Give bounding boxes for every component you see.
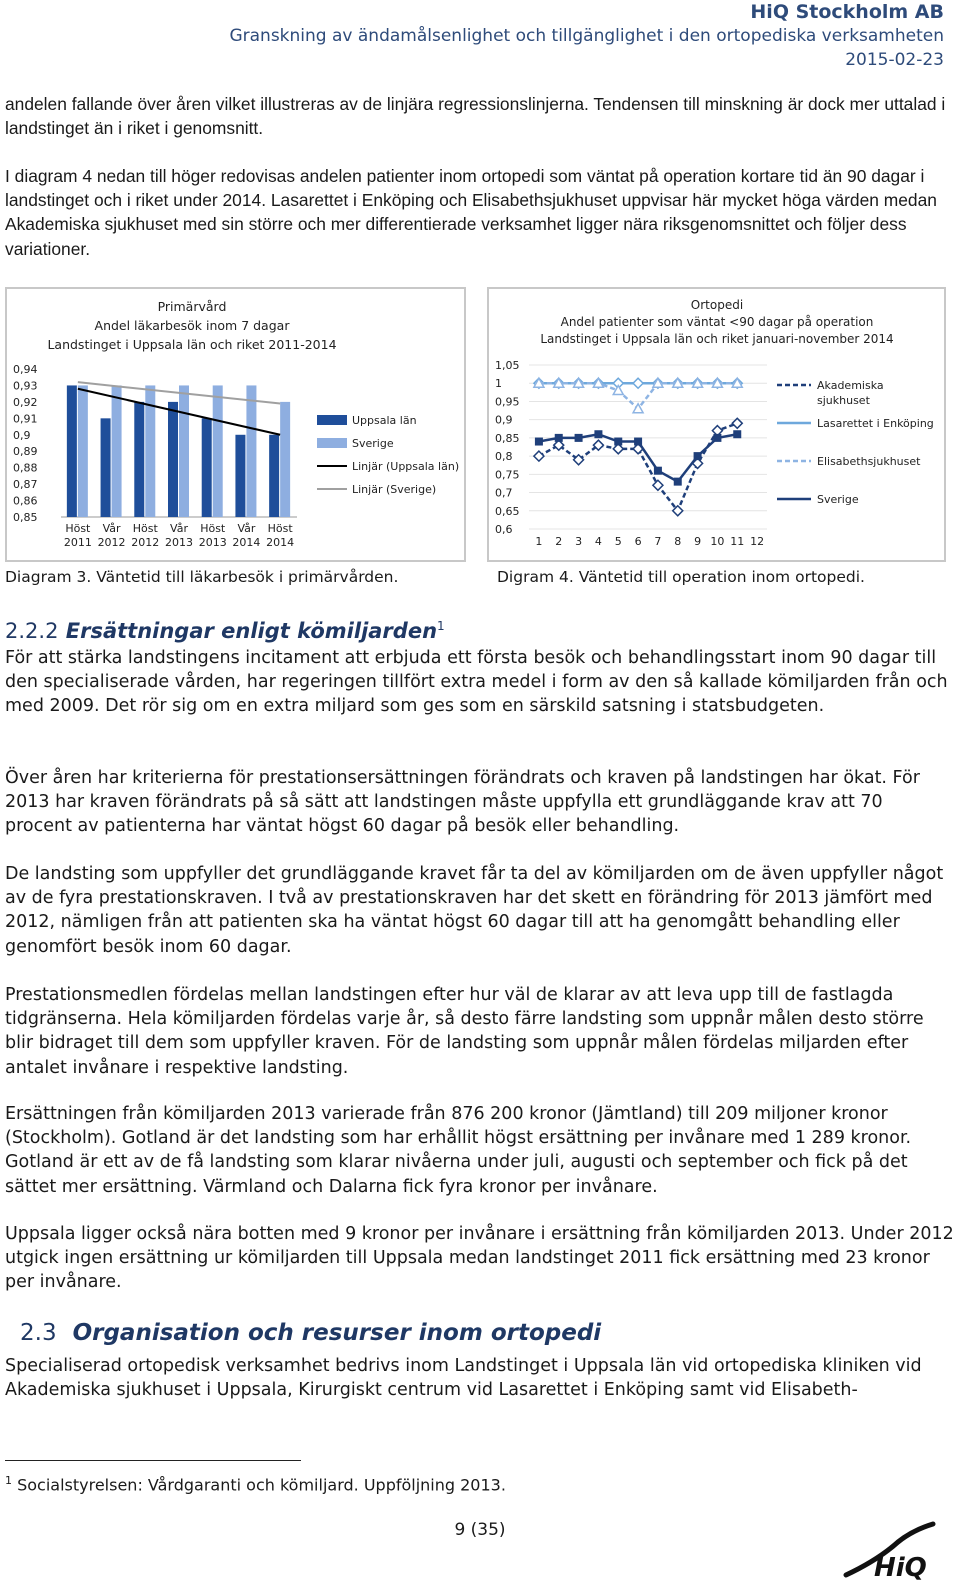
data-point — [575, 434, 583, 442]
data-point — [614, 438, 622, 446]
data-point — [613, 386, 623, 395]
legend-label: Sverige — [352, 437, 394, 450]
y-tick-label: 0,65 — [495, 504, 520, 518]
bar-sverige — [246, 385, 256, 517]
y-tick-label: 0,8 — [495, 450, 513, 464]
x-tick-label: 2011 — [63, 536, 92, 549]
chart-primarvard-svg — [7, 289, 464, 560]
y-tick-label: 1,05 — [495, 359, 520, 372]
chart-ortopedi-svg — [489, 289, 944, 560]
bar-uppsala — [134, 402, 144, 517]
hiq-logo — [838, 1520, 948, 1584]
bar-uppsala — [202, 418, 212, 517]
data-point — [653, 480, 663, 490]
chart-title: Landstinget i Uppsala län och riket januari-november 2014 — [540, 332, 894, 346]
bar-sverige — [179, 385, 189, 517]
x-tick-label: 2013 — [165, 536, 193, 549]
heading-text: Organisation och resurser inom ortopedi — [72, 1320, 602, 1346]
y-tick-label: 0,88 — [13, 461, 38, 475]
x-tick-label: 1 — [535, 535, 543, 548]
heading-2-3 — [20, 1318, 601, 1348]
hiq-logo-icon — [838, 1520, 948, 1580]
paragraph-6: Uppsala ligger också nära botten med 9 kronor per invånare i ersättning från kömiljarden 2013. Under 2012 utgick ingen ersättning ur kömiljarden till Uppsala medan landstinget 2011 fick ersättning med 23 kronor per invånare. — [5, 1224, 954, 1293]
chart-ortopedi — [487, 287, 946, 562]
x-tick-label: Höst — [132, 522, 158, 535]
y-tick-label: 0,91 — [13, 412, 38, 426]
x-tick-label: 5 — [614, 535, 622, 548]
x-tick-label: 11 — [730, 535, 745, 548]
report-title: Granskning av ändamålsenlighet och tillgänglighet i den ortopediska verksamheten — [229, 26, 944, 46]
legend-label: Elisabethsjukhuset — [817, 455, 921, 468]
bar-uppsala — [168, 402, 178, 517]
heading-2-2-2 — [5, 612, 445, 645]
x-tick-label: Vår — [170, 522, 188, 535]
x-tick-label: Höst — [200, 522, 226, 535]
y-tick-label: 0,85 — [13, 511, 38, 524]
y-tick-label: 0,9 — [495, 413, 513, 427]
paragraph-intro-2: I diagram 4 nedan till höger redovisas andelen patienter inom ortopedi som väntat på operation kortare tid än 90 dagar i landstinget och i riket under 2014. Lasarettet i Enköping och Elisabethsjukhuset uppvisar här mycket höga värden medan Akademiska sjukhuset med sin större och mer differentierade verksamhet ligger nära riksgenomsnittet och följer dess variationer. — [5, 166, 937, 259]
legend-label: Sverige — [817, 493, 859, 506]
footnote-reference[interactable]: 1 — [437, 619, 445, 633]
footnote-separator — [5, 1460, 301, 1461]
chart-title: Landstinget i Uppsala län och riket 2011-2014 — [47, 337, 337, 352]
x-tick-label: 4 — [594, 535, 602, 548]
bar-sverige — [78, 385, 88, 517]
data-point — [694, 452, 702, 460]
y-tick-label: 1 — [495, 377, 502, 391]
x-tick-label: 8 — [674, 535, 682, 548]
legend-label: Linjär (Uppsala län) — [352, 460, 460, 473]
y-tick-label: 0,89 — [13, 445, 38, 459]
x-tick-label: 7 — [654, 535, 662, 548]
x-tick-label: 2012 — [97, 536, 126, 549]
y-tick-label: 0,85 — [495, 431, 520, 445]
report-date: 2015-02-23 — [845, 50, 944, 70]
bar-uppsala — [101, 418, 111, 517]
data-point — [594, 430, 602, 438]
heading-number: 2.2.2 — [5, 619, 59, 643]
data-point — [534, 451, 544, 461]
caption-diagram-4: Digram 4. Väntetid till operation inom ortopedi. — [497, 568, 865, 586]
x-tick-label: Vår — [102, 522, 121, 535]
y-tick-label: 0,75 — [495, 468, 520, 482]
chart-title: Andel läkarbesök inom 7 dagar — [94, 318, 290, 333]
chart-primarvard — [5, 287, 466, 562]
x-tick-label: 2014 — [232, 536, 261, 549]
x-tick-label: 2014 — [266, 536, 295, 549]
bar-sverige — [112, 385, 122, 517]
x-tick-label: 3 — [575, 535, 583, 548]
data-point — [535, 438, 543, 446]
data-point — [713, 434, 721, 442]
y-tick-label: 0,7 — [495, 486, 513, 500]
paragraph-7: Specialiserad ortopedisk verksamhet bedrivs inom Landstinget i Uppsala län vid ortopediska kliniken vid Akademiska sjukhuset i Uppsala, Kirurgiskt centrum vid Lasarettet i Enköping samt vid Elisabeth- — [5, 1356, 922, 1401]
legend-label: sjukhuset — [817, 394, 870, 407]
y-tick-label: 0,9 — [13, 428, 31, 442]
paragraph-3: De landsting som uppfyller det grundläggande kravet får ta del av kömiljarden om de även uppfyller något av de fyra prestationskraven. I två av prestationskraven har det skett en förändring för 2013 jämfört med 2012, nämligen från att patienten ska ha väntat högst 60 dagar till att ha genomgått behandling eller genomfört besök inom 60 dagar. — [5, 864, 944, 957]
data-point — [555, 434, 563, 442]
paragraph-intro-1: andelen fallande över åren vilket illustreras av de linjära regressionslinjerna. Tendensen till minskning är dock mer uttalad i landstinget än i riket i genomsnitt. — [5, 94, 946, 139]
bar-uppsala — [269, 435, 279, 517]
data-point — [634, 438, 642, 446]
bar-uppsala — [235, 435, 245, 517]
y-tick-label: 0,87 — [13, 478, 38, 492]
x-tick-label: 9 — [694, 535, 702, 548]
series-line — [539, 423, 737, 510]
data-point — [733, 430, 741, 438]
chart-title: Ortopedi — [690, 298, 744, 312]
footnote-mark: 1 — [5, 1474, 12, 1487]
y-tick-label: 0,6 — [495, 523, 513, 536]
logo-text: HiQ — [874, 1553, 927, 1580]
bar-sverige — [213, 385, 223, 517]
caption-diagram-3: Diagram 3. Väntetid till läkarbesök i primärvården. — [5, 568, 399, 586]
paragraph-4: Prestationsmedlen fördelas mellan landstingen efter hur väl de klarar av att leva upp till de fastlagda tidgränserna. Hela kömiljarden fördelas varje år, så desto färre landsting som uppnår målen desto större blir bidraget till dem som uppfyller kraven. För de landsting som uppnår målen fördelas miljarden efter antalet invånare i respektive landsting. — [5, 985, 924, 1078]
legend-label: Lasarettet i Enköping — [817, 417, 934, 430]
legend-label: Uppsala län — [352, 414, 417, 427]
y-tick-label: 0,86 — [13, 494, 38, 508]
legend-label: Linjär (Sverige) — [352, 483, 437, 496]
footnote — [5, 1470, 506, 1496]
chart-title: Primärvård — [157, 299, 227, 314]
legend-label: Akademiska — [817, 379, 884, 392]
page-header — [229, 0, 944, 72]
x-tick-label: Höst — [65, 522, 91, 535]
x-tick-label: 2013 — [198, 536, 227, 549]
heading-text: Ersättningar enligt kömiljarden — [65, 619, 438, 643]
company-name: HiQ Stockholm AB — [750, 1, 944, 23]
bar-sverige — [280, 402, 290, 517]
paragraph-1: För att stärka landstingens incitament att erbjuda ett första besök och behandlingsstart inom 90 dagar till den specialiserade vården, har regeringen tillfört extra medel i form av den så kallade kömiljarden från och med 2009. Det rör sig om en extra miljard som ges som en särskild satsning i statsbudgeten. — [5, 648, 948, 717]
x-tick-label: 2 — [555, 535, 563, 548]
paragraph-2: Över åren har kriterierna för prestationsersättningen förändrats och kraven på landstingen har ökat. För 2013 har kraven förändrats på så sätt att landstingen måste uppfylla ett grundläggande krav att 70 procent av patienterna har väntat högst 60 dagar på besök eller behandling. — [5, 768, 920, 837]
x-tick-label: 12 — [750, 535, 765, 548]
bar-uppsala — [67, 385, 77, 517]
paragraph-5: Ersättningen från kömiljarden 2013 varierade från 876 200 kronor (Jämtland) till 209 miljoner kronor (Stockholm). Gotland är det landsting som har erhållit högst ersättning per invånare med 1 289 kronor. Gotland är ett av de få landsting som klarar nivåerna under juli, augusti och september och fick på det sättet mer ersättning. Värmland och Dalarna fick fyra kronor per invånare. — [5, 1104, 912, 1197]
data-point — [654, 467, 662, 475]
page-number: 9 (35) — [454, 1520, 506, 1540]
data-point — [674, 478, 682, 486]
heading-number: 2.3 — [20, 1320, 57, 1346]
x-tick-label: 2012 — [131, 536, 160, 549]
footnote-text: Socialstyrelsen: Vårdgaranti och kömiljard. Uppföljning 2013. — [17, 1475, 506, 1495]
x-tick-label: 6 — [634, 535, 642, 548]
x-tick-label: Vår — [237, 522, 256, 535]
y-tick-label: 0,93 — [13, 379, 38, 393]
y-tick-label: 0,92 — [13, 395, 38, 409]
legend-swatch — [317, 438, 347, 448]
y-tick-label: 0,95 — [495, 395, 520, 409]
x-tick-label: Höst — [267, 522, 293, 535]
y-tick-label: 0,94 — [13, 363, 38, 376]
data-point — [633, 378, 643, 388]
chart-title: Andel patienter som väntat <90 dagar på operation — [560, 315, 874, 329]
x-tick-label: 10 — [710, 535, 725, 548]
legend-swatch — [317, 415, 347, 425]
